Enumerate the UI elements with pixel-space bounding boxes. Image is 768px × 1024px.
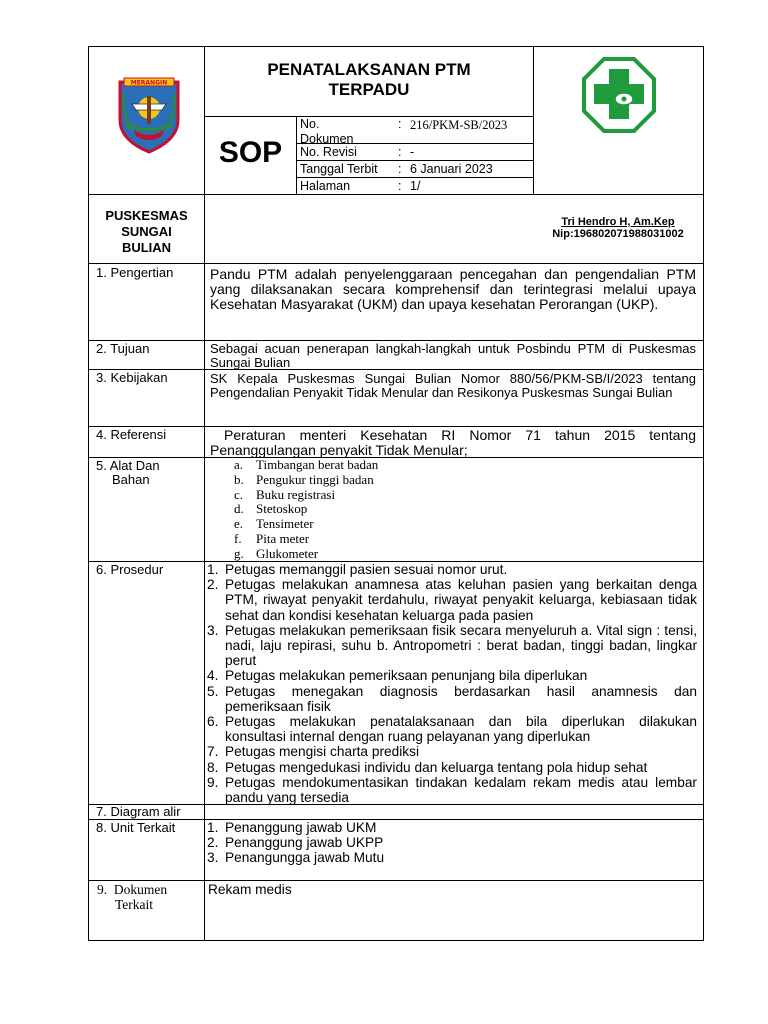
list-marker: f. [234, 530, 242, 546]
title-line-1: PENATALAKSANAN PTM [267, 60, 471, 79]
meta-sep: : [398, 117, 402, 131]
list-marker: d. [234, 501, 244, 517]
list-text: Glukometer [256, 545, 319, 561]
list-marker: 9. [207, 774, 219, 790]
divider [296, 160, 534, 161]
signer-name: Tri Hendro H, Am.Kep [561, 216, 675, 228]
section-label-unit: 8. Unit Terkait [96, 820, 176, 835]
sop-label: SOP [218, 136, 283, 169]
list-text: Petugas mengedukasi individu dan keluarga tentang pola hidup sehat [225, 759, 648, 775]
document-title [205, 60, 533, 100]
meta-sep: : [398, 145, 402, 159]
list-item [207, 684, 697, 714]
list-marker: e. [234, 516, 244, 532]
section-label-referensi: 4. Referensi [96, 427, 167, 442]
list-marker: 5. [207, 683, 219, 699]
divider [296, 116, 297, 194]
list-marker: g. [234, 545, 244, 561]
list-marker: 6. [207, 714, 219, 730]
list-text: Buku registrasi [256, 486, 336, 502]
org-line: PUSKESMAS [105, 208, 188, 223]
list-text: Timbangan berat badan [256, 457, 379, 472]
section-label-diagram: 7. Diagram alir [96, 804, 181, 819]
section-label-alat [96, 459, 160, 487]
section-text-referensi: Peraturan menteri Kesehatan RI Nomor 71 tahun 2015 tentang Penanggulangan penyakit Tidak Menular; [210, 427, 700, 458]
label-line: 9. Dokumen [97, 882, 168, 897]
list-item [207, 577, 697, 623]
list-item [207, 562, 697, 577]
list-text: Pengukur tinggi badan [256, 471, 374, 487]
divider [296, 177, 534, 178]
list-text: Petugas mendokumentasikan tindakan kedalam rekam medis atau lembar pandu yang tersedia [225, 774, 697, 806]
list-text: Tensimeter [256, 516, 314, 532]
list-marker: c. [234, 486, 244, 502]
list-marker: 7. [207, 744, 219, 760]
list-text: Penanggung jawab UKM [225, 820, 377, 835]
section-text-dokumen: Rekam medis [208, 882, 292, 897]
section-label-pengertian: 1. Pengertian [96, 265, 174, 280]
list-text: Petugas melakukan pemeriksaan fisik secara menyeluruh a. Vital sign : tensi, nadi, laju repirasi, suhu b. Antropometri : berat badan, tinggi badan, lingkar perut [225, 622, 697, 669]
list-item [207, 760, 697, 775]
section-text-tujuan: Sebagai acuan penerapan langkah-langkah untuk Posbindu PTM di Puskesmas Sungai Bulian [210, 341, 696, 370]
list-item [207, 850, 384, 865]
meta-revision-value: - [410, 145, 415, 159]
list-item [207, 835, 384, 850]
label-line: Terkait [115, 897, 154, 912]
list-item [207, 714, 697, 744]
signer-nip: Nip:196802071988031002 [552, 228, 684, 240]
meta-label: No. [300, 117, 320, 131]
meta-revision-label: No. Revisi [300, 145, 357, 159]
list-marker: b. [234, 471, 244, 487]
list-item [207, 744, 697, 759]
organization-name [89, 208, 204, 256]
title-line-2: TERPADU [328, 80, 410, 99]
meta-date-label: Tanggal Terbit [300, 162, 378, 176]
alat-list [234, 458, 378, 562]
signature-block [534, 216, 702, 240]
list-text: Pita meter [256, 530, 310, 546]
unit-list [207, 820, 384, 865]
list-text: Petugas mengisi charta prediksi [225, 744, 420, 760]
list-marker: 1. [207, 820, 219, 835]
divider [204, 46, 205, 941]
divider [533, 46, 534, 194]
puskesmas-cross-logo [582, 57, 656, 133]
border-top [88, 46, 704, 47]
list-text: Penangungga jawab Mutu [225, 850, 385, 865]
list-item [234, 547, 378, 562]
list-item [234, 532, 378, 547]
meta-doc-no-value: 216/PKM-SB/2023 [410, 118, 508, 132]
list-marker: 1. [207, 562, 219, 577]
meta-date-value: 6 Januari 2023 [410, 162, 493, 176]
label-line: Bahan [112, 472, 150, 487]
list-item [234, 502, 378, 517]
list-text: Penanggung jawab UKPP [225, 835, 384, 850]
list-item [207, 820, 384, 835]
list-marker: 3. [207, 622, 219, 638]
list-marker: 2. [207, 835, 219, 850]
org-line: BULIAN [121, 240, 172, 255]
meta-sep: : [398, 162, 402, 176]
meta-label: Dokumen [300, 132, 354, 146]
divider [88, 263, 704, 264]
list-text: Petugas melakukan penatalaksanaan dan bila diperlukan dilakukan konsultasi internal dengan ruang pelayanan yang diperlukan [225, 714, 697, 745]
divider [88, 880, 704, 881]
svg-text:MERANGIN: MERANGIN [130, 79, 168, 87]
list-text: Petugas menegakan diagnosis berdasarkan hasil anamnesis dan pemeriksaan fisik [225, 683, 697, 714]
list-item [207, 775, 697, 805]
divider [88, 819, 704, 820]
label-line: 5. Alat Dan [96, 458, 160, 473]
divider [204, 116, 534, 117]
org-line: SUNGAI [121, 224, 172, 239]
list-text: Petugas memanggil pasien sesuai nomor urut. [225, 562, 508, 577]
section-label-kebijakan: 3. Kebijakan [96, 370, 168, 385]
section-label-dokumen [97, 882, 167, 912]
list-item [234, 473, 378, 488]
list-text: Stetoskop [256, 501, 308, 517]
list-marker: 4. [207, 668, 219, 684]
divider [88, 194, 704, 195]
meta-page-value: 1/ [410, 179, 421, 193]
list-item [234, 458, 378, 473]
meta-doc-no-label [300, 117, 354, 147]
list-marker: 2. [207, 577, 219, 593]
section-text-pengertian: Pandu PTM adalah penyelenggaraan pencegahan dan pengendalian PTM yang dilaksanakan secara komprehensif dan terintegrasi melalui upaya Kesehatan Masyarakat (UKM) dan upaya kesehatan Perorangan (UKP). [210, 266, 696, 312]
list-marker: 3. [207, 850, 219, 865]
list-marker: a. [234, 457, 244, 472]
merangin-emblem-logo [112, 74, 186, 154]
section-label-tujuan: 2. Tujuan [96, 341, 150, 356]
border-right [703, 46, 704, 941]
list-text: Petugas melakukan pemeriksaan penunjang bila diperlukan [225, 668, 588, 684]
meta-page-label: Halaman [300, 179, 351, 193]
border-left [88, 46, 89, 941]
section-text-kebijakan: SK Kepala Puskesmas Sungai Bulian Nomor 880/56/PKM-SB/I/2023 tentang Pengendalian Penyakit Tidak Menular dan Resikonya Puskesmas Sungai Bulian [210, 371, 696, 400]
list-item [207, 668, 697, 683]
list-item [234, 488, 378, 503]
meta-sep: : [398, 179, 402, 193]
section-label-prosedur: 6. Prosedur [96, 562, 164, 577]
prosedur-list [207, 562, 697, 805]
list-text: Petugas melakukan anamnesa atas keluhan pasien yang berkaitan denga PTM, riwayat penyakit terdahulu, riwayat penyakit keluarga, kebiasaan tidak sehat dan kondisi kesehatan keluarga pada pasien [225, 577, 697, 623]
border-bottom [88, 940, 704, 941]
list-marker: 8. [207, 759, 219, 775]
list-item [234, 517, 378, 532]
list-item [207, 623, 697, 669]
